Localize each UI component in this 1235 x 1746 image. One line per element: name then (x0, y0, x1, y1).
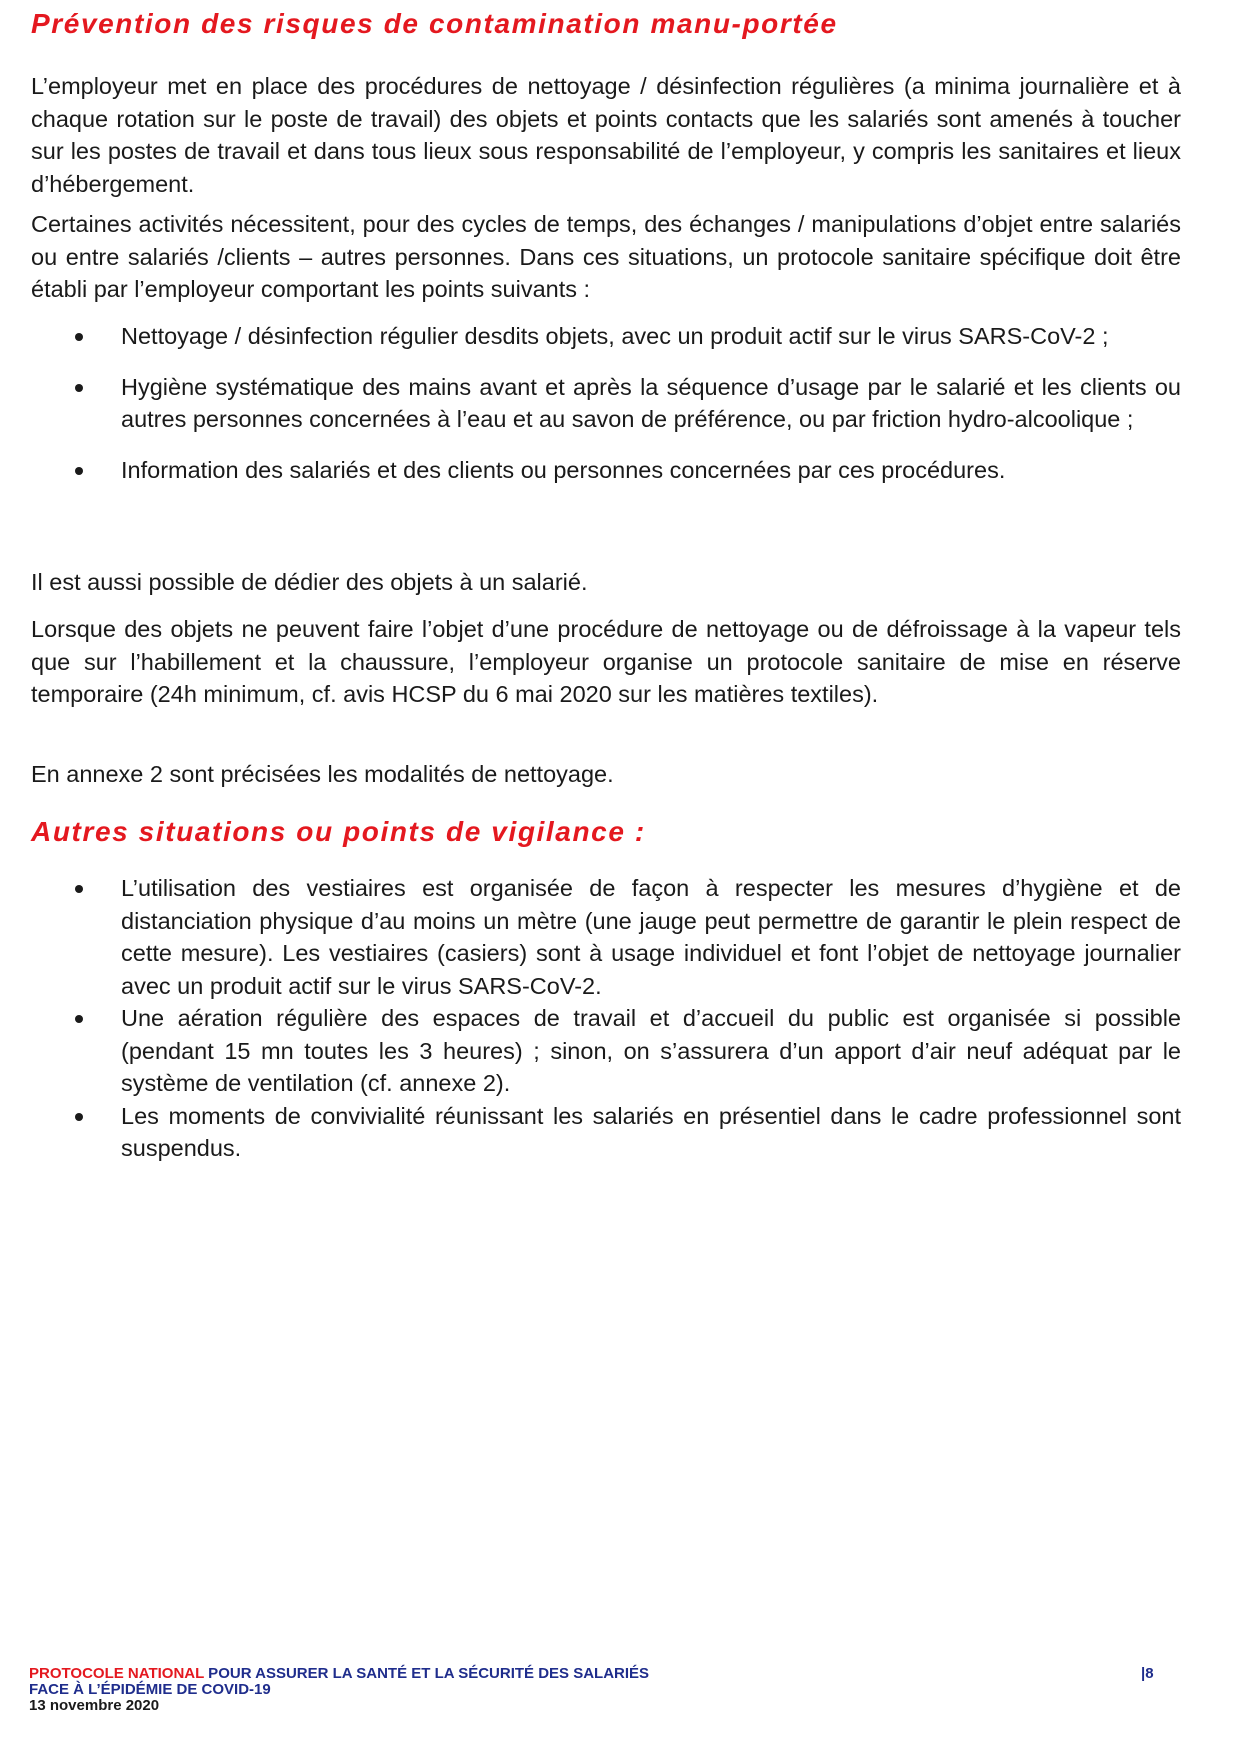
footer-line-1 (29, 1666, 1179, 1682)
paragraph-cleaning-procedures: L’employeur met en place des procédures de nettoyage / désinfection régulières (a minima journalière et à chaque rotation sur le poste de travail) des objets et points contacts que les salariés sont amenés à toucher sur les postes de travail et dans tous lieux sous responsabilité de l’employeur, y compris les sanitaires et lieux d’hébergement. (31, 73, 1181, 197)
section-title-vigilance: Autres situations ou points de vigilance : (31, 816, 646, 847)
bullet-icon (75, 1113, 83, 1121)
paragraph-object-exchange: Certaines activités nécessitent, pour des cycles de temps, des échanges / manipulations d’objet entre salariés ou entre salariés /clients – autres personnes. Dans ces situations, un protocole sanitaire spécifique doit être établi par l’employeur comportant les points suivants : (31, 211, 1181, 302)
footer-subtitle: POUR ASSURER LA SANTÉ ET LA SÉCURITÉ DES SALARIÉS (204, 1665, 650, 1682)
list-item-text: Une aération régulière des espaces de travail et d’accueil du public est organisée si possible (pendant 15 mn toutes les 3 heures) ; sinon, on s’assurera d’un apport d’air neuf adéquat par le système de ventilation (cf. annexe 2). (121, 1005, 1181, 1096)
footer-line-2: FACE À L’ÉPIDÉMIE DE COVID-19 (29, 1681, 271, 1698)
paragraph-annex-reference: En annexe 2 sont précisées les modalités de nettoyage. (31, 761, 614, 787)
footer-date: 13 novembre 2020 (29, 1697, 160, 1714)
bullet-list-vigilance (31, 872, 1181, 1165)
bullet-icon (75, 467, 83, 475)
paragraph-dedicated-objects: Il est aussi possible de dédier des objets à un salarié. (31, 569, 588, 595)
page-number: |8 (1141, 1665, 1154, 1682)
bullet-list-protocol (31, 320, 1181, 486)
bullet-icon (75, 384, 83, 392)
footer-protocol-label: PROTOCOLE NATIONAL (29, 1665, 205, 1682)
list-item (31, 1002, 1181, 1100)
list-item-text: Nettoyage / désinfection régulier desdits objets, avec un produit actif sur le virus SARS-CoV-2 ; (121, 323, 1109, 349)
page-footer (29, 1666, 1179, 1714)
list-item (31, 454, 1181, 487)
list-item (31, 872, 1181, 1002)
bullet-icon (75, 885, 83, 893)
list-item-text: Les moments de convivialité réunissant les salariés en présentiel dans le cadre professionnel sont suspendus. (121, 1102, 1181, 1161)
list-item-text: L’utilisation des vestiaires est organisée de façon à respecter les mesures d’hygiène et de distanciation physique d’au moins un mètre (une jauge peut permettre de garantir le plein respect de cette mesure). Les vestiaires (casiers) sont à usage individuel et font l’objet de nettoyage journalier avec un produit actif sur le virus SARS-CoV-2. (121, 875, 1181, 999)
list-item (31, 320, 1181, 353)
bullet-icon (75, 333, 83, 341)
list-item-text: Hygiène systématique des mains avant et après la séquence d’usage par le salarié et les clients ou autres personnes concernées à l’eau et au savon de préférence, ou par friction hydro-alcoolique ; (121, 373, 1181, 432)
list-item (31, 1100, 1181, 1165)
section-title-manuportee: Prévention des risques de contamination manu-portée (31, 8, 838, 39)
bullet-icon (75, 1015, 83, 1023)
list-item-text: Information des salariés et des clients ou personnes concernées par ces procédures. (121, 456, 1006, 483)
paragraph-temporary-storage: Lorsque des objets ne peuvent faire l’objet d’une procédure de nettoyage ou de défroissage à la vapeur tels que sur l’habillement et la chaussure, l’employeur organise un protocole sanitaire de mise en réserve temporaire (24h minimum, cf. avis HCSP du 6 mai 2020 sur les matières textiles). (31, 616, 1181, 707)
list-item (31, 371, 1181, 436)
